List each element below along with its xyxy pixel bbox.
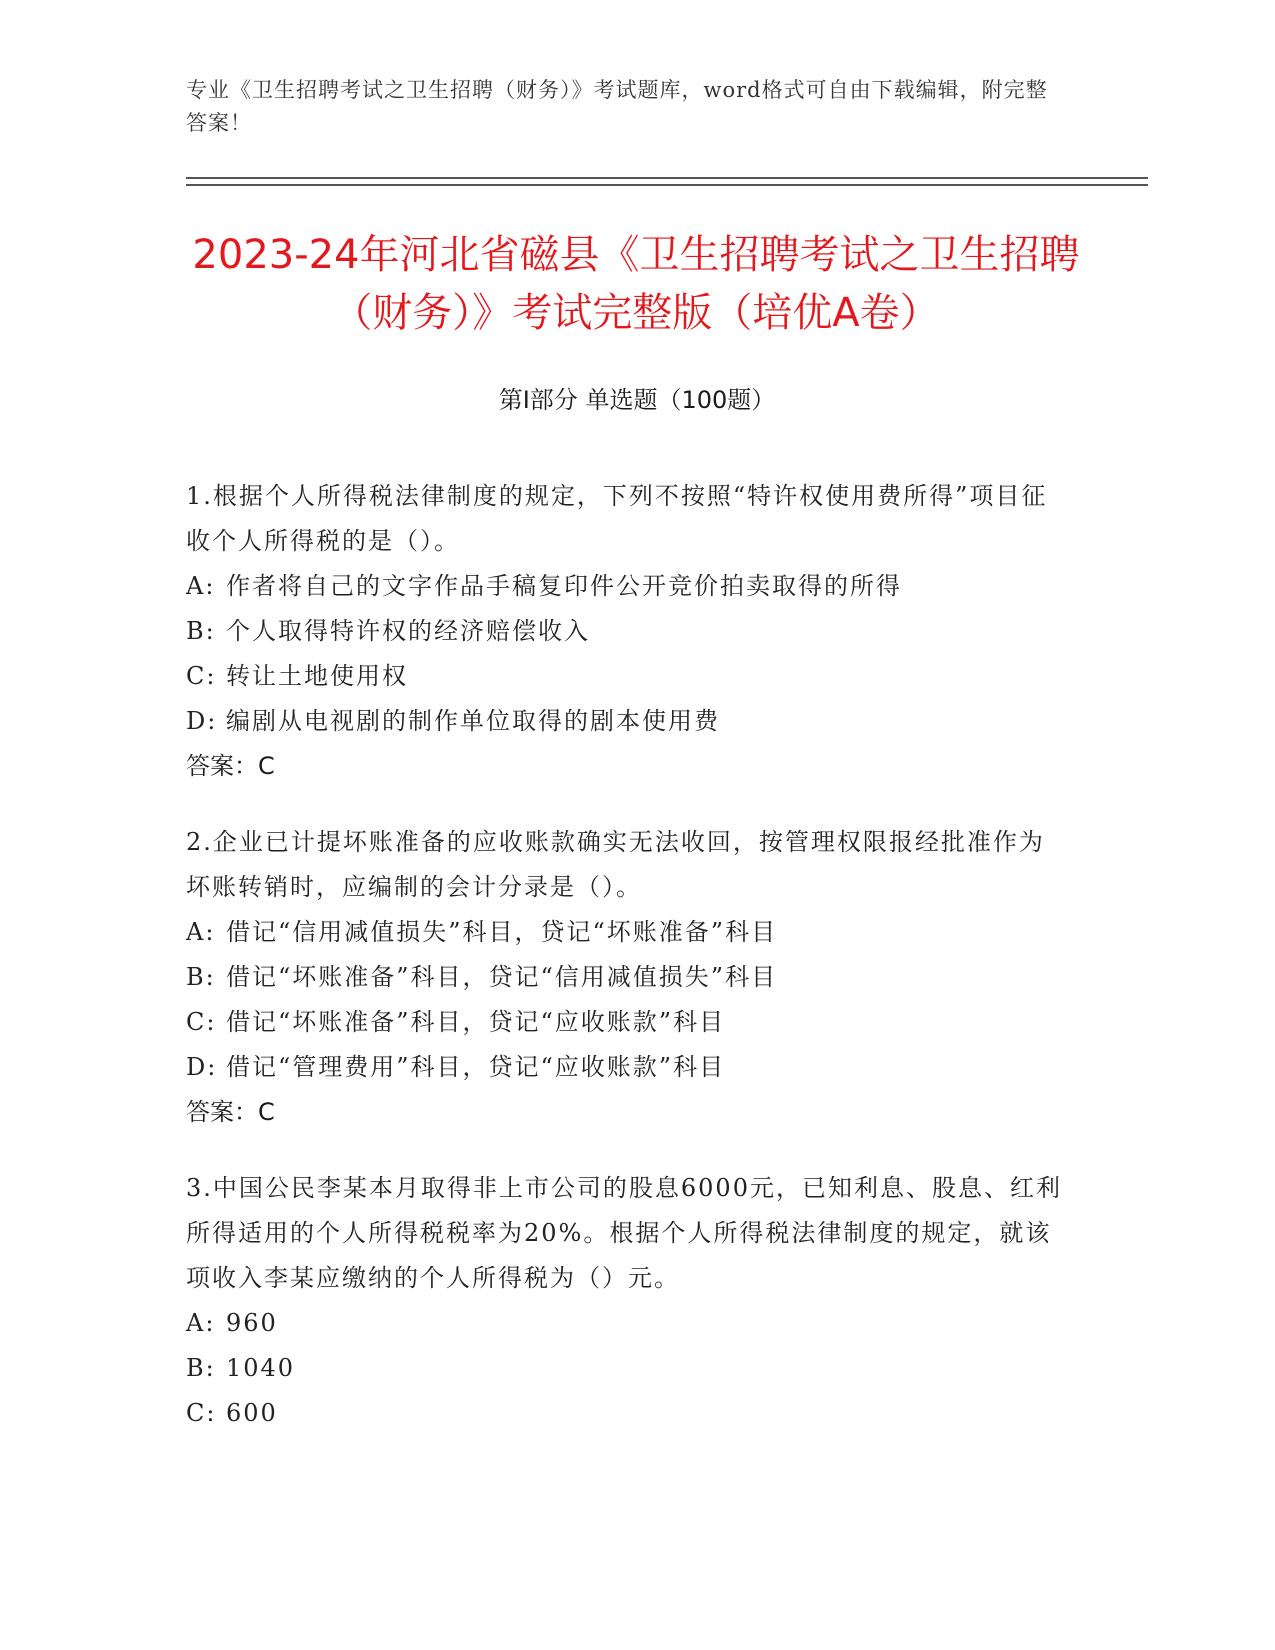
option-a	[186, 1301, 1066, 1346]
section-title: 第Ⅰ部分 单选题（100题）	[498, 386, 776, 414]
question-1	[186, 474, 1066, 789]
option-key: C:	[186, 1008, 217, 1036]
option-key: B:	[186, 963, 216, 991]
question-stem: 1.根据个人所得税法律制度的规定，下列不按照“特许权使用费所得”项目征收个人所得税的是（）。	[186, 482, 1048, 555]
option-key: A:	[186, 918, 216, 946]
question-list	[186, 474, 1066, 1467]
option-text: 借记“信用减值损失”科目，贷记“坏账准备”科目	[226, 918, 778, 946]
question-stem: 3.中国公民李某本月取得非上市公司的股息6000元，已知利息、股息、红利所得适用的个人所得税税率为20%。根据个人所得税法律制度的规定，就该项收入李某应缴纳的个人所得税为（）元。	[186, 1174, 1062, 1292]
option-c	[186, 1391, 1066, 1436]
option-key: B:	[186, 1354, 216, 1382]
header-rule-bottom	[186, 184, 1148, 186]
header-note: 专业《卫生招聘考试之卫生招聘（财务）》考试题库，word格式可自由下载编辑，附完整答案！	[186, 78, 1048, 135]
option-key: D:	[186, 707, 218, 735]
option-text: 作者将自己的文字作品手稿复印件公开竞价拍卖取得的所得	[226, 572, 902, 600]
question-3	[186, 1166, 1066, 1436]
option-text: 转让土地使用权	[226, 662, 408, 690]
option-d	[186, 699, 1066, 744]
option-key: C:	[186, 662, 217, 690]
document-title: 2023-24年河北省磁县《卫生招聘考试之卫生招聘（财务）》考试完整版（培优A卷）	[192, 232, 1080, 336]
option-d	[186, 1045, 1066, 1090]
option-b	[186, 955, 1066, 1000]
option-text: 个人取得特许权的经济赔偿收入	[226, 617, 590, 645]
answer: 答案：C	[186, 1098, 275, 1126]
option-text: 借记“坏账准备”科目，贷记“信用减值损失”科目	[226, 963, 778, 991]
option-c	[186, 1000, 1066, 1045]
option-key: C:	[186, 1399, 217, 1427]
option-text: 1040	[226, 1354, 296, 1382]
option-key: A:	[186, 1309, 216, 1337]
option-text: 借记“管理费用”科目，贷记“应收账款”科目	[226, 1053, 726, 1081]
option-key: A:	[186, 572, 216, 600]
option-c	[186, 654, 1066, 699]
header-rule-top	[186, 177, 1148, 179]
option-b	[186, 609, 1066, 654]
option-key: D:	[186, 1053, 218, 1081]
option-a	[186, 910, 1066, 955]
option-b	[186, 1346, 1066, 1391]
option-key: B:	[186, 617, 216, 645]
question-2	[186, 820, 1066, 1135]
option-text: 编剧从电视剧的制作单位取得的剧本使用费	[226, 707, 720, 735]
answer: 答案：C	[186, 752, 275, 780]
option-text: 960	[226, 1309, 278, 1337]
option-text: 600	[226, 1399, 278, 1427]
option-text: 借记“坏账准备”科目，贷记“应收账款”科目	[226, 1008, 726, 1036]
option-a	[186, 564, 1066, 609]
question-stem: 2.企业已计提坏账准备的应收账款确实无法收回，按管理权限报经批准作为坏账转销时，应编制的会计分录是（）。	[186, 828, 1045, 901]
